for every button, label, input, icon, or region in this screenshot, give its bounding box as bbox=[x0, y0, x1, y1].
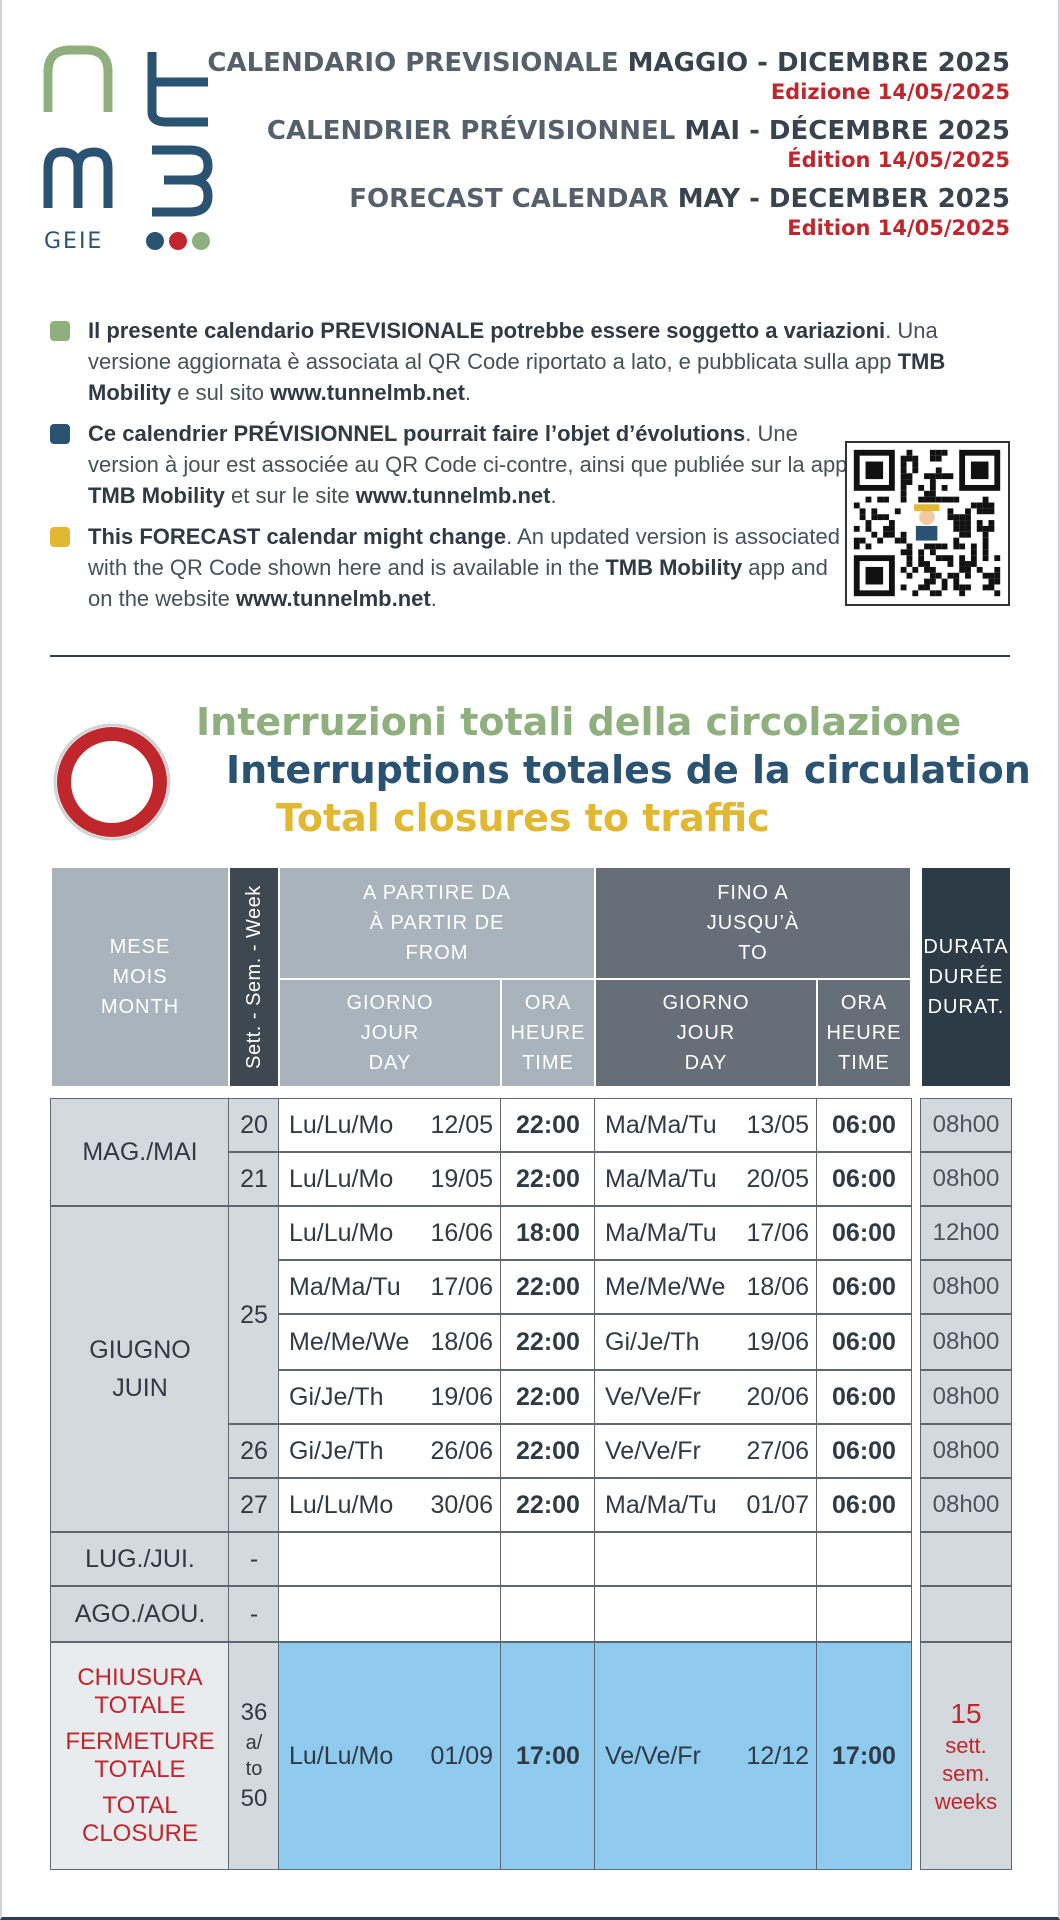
total-closure-from-time: 17:00 bbox=[500, 1642, 596, 1870]
month-cell-may: MAG./MAI bbox=[50, 1098, 230, 1206]
from-day-cell: Lu/Lu/Mo 19/05 bbox=[278, 1152, 502, 1206]
total-closure-from-day: Lu/Lu/Mo 01/09 bbox=[278, 1642, 502, 1870]
empty-cell bbox=[500, 1532, 596, 1586]
from-time-cell: 22:00 bbox=[500, 1424, 596, 1478]
total-closure-to-time: 17:00 bbox=[816, 1642, 912, 1870]
section-title-fr: Interruptions totales de la circulation bbox=[226, 748, 1031, 792]
divider bbox=[50, 655, 1010, 657]
week-cell: - bbox=[228, 1532, 280, 1586]
edition-en: Edition 14/05/2025 bbox=[787, 216, 1010, 240]
to-day-cell: Ma/Ma/Tu 17/06 bbox=[594, 1206, 818, 1260]
to-time-cell: 06:00 bbox=[816, 1370, 912, 1424]
from-time-cell: 18:00 bbox=[500, 1206, 596, 1260]
to-day-cell: Ma/Ma/Tu 01/07 bbox=[594, 1478, 818, 1532]
from-time-cell: 22:00 bbox=[500, 1260, 596, 1314]
edition-fr: Édition 14/05/2025 bbox=[787, 148, 1010, 172]
to-day-cell: Gi/Je/Th 19/06 bbox=[594, 1314, 818, 1370]
from-day-cell: Gi/Je/Th 26/06 bbox=[278, 1424, 502, 1478]
title-en: FORECAST CALENDAR MAY - DECEMBER 2025 bbox=[349, 184, 1010, 214]
week-cell: 26 bbox=[228, 1424, 280, 1478]
from-day-cell: Ma/Ma/Tu 17/06 bbox=[278, 1260, 502, 1314]
header-month: MESE MOIS MONTH bbox=[50, 866, 230, 1088]
duration-cell: 08h00 bbox=[920, 1314, 1012, 1370]
edition-it: Edizione 14/05/2025 bbox=[770, 80, 1010, 104]
total-closure-duration: 15 sett. sem. weeks bbox=[920, 1642, 1012, 1870]
total-closure-weeks: 36 a/ to 50 bbox=[228, 1642, 280, 1870]
duration-cell: 08h00 bbox=[920, 1098, 1012, 1152]
header-to: FINO A JUSQU’À TO bbox=[594, 866, 912, 980]
from-time-cell: 22:00 bbox=[500, 1098, 596, 1152]
bullet-square-icon bbox=[50, 527, 70, 547]
website-link[interactable]: www.tunnelmb.net bbox=[235, 586, 431, 611]
from-time-cell: 22:00 bbox=[500, 1370, 596, 1424]
duration-cell: 08h00 bbox=[920, 1424, 1012, 1478]
month-cell-july: LUG./JUI. bbox=[50, 1532, 230, 1586]
notice-it: Il presente calendario PREVISIONALE potrebbe essere soggetto a variazioni. Una versione aggiornata è associata al QR Code riportato a lato, e pubblicata sulla app TMB Mobility e sul sito www.tunnelmb.net. bbox=[50, 315, 1010, 408]
empty-cell bbox=[594, 1532, 818, 1586]
duration-cell: 12h00 bbox=[920, 1206, 1012, 1260]
header-week: Sett. - Sem. - Week bbox=[228, 866, 280, 1088]
week-cell: 20 bbox=[228, 1098, 280, 1152]
from-day-cell: Gi/Je/Th 19/06 bbox=[278, 1370, 502, 1424]
header-from-day: GIORNO JOUR DAY bbox=[278, 978, 502, 1088]
week-cell: - bbox=[228, 1586, 280, 1642]
duration-cell: 08h00 bbox=[920, 1152, 1012, 1206]
to-time-cell: 06:00 bbox=[816, 1424, 912, 1478]
to-time-cell: 06:00 bbox=[816, 1478, 912, 1532]
header-to-time: ORA HEURE TIME bbox=[816, 978, 912, 1088]
week-cell: 21 bbox=[228, 1152, 280, 1206]
header-to-day: GIORNO JOUR DAY bbox=[594, 978, 818, 1088]
from-time-cell: 22:00 bbox=[500, 1152, 596, 1206]
to-time-cell: 06:00 bbox=[816, 1098, 912, 1152]
to-day-cell: Ma/Ma/Tu 20/05 bbox=[594, 1152, 818, 1206]
to-time-cell: 06:00 bbox=[816, 1260, 912, 1314]
header-from: A PARTIRE DA À PARTIR DE FROM bbox=[278, 866, 596, 980]
from-day-cell: Lu/Lu/Mo 16/06 bbox=[278, 1206, 502, 1260]
notice-en: This FORECAST calendar might change. An updated version is associated with the QR Code shown here and is available in the TMB Mobility app and on the website www.tunnelmb.net. bbox=[50, 521, 1010, 614]
empty-cell bbox=[594, 1586, 818, 1642]
svg-text:GEIE: GEIE bbox=[44, 229, 104, 254]
ntmb-logo bbox=[40, 40, 220, 260]
total-closure-to-day: Ve/Ve/Fr 12/12 bbox=[594, 1642, 818, 1870]
empty-cell bbox=[500, 1586, 596, 1642]
to-day-cell: Me/Me/We 18/06 bbox=[594, 1260, 818, 1314]
empty-cell bbox=[920, 1532, 1012, 1586]
empty-cell bbox=[816, 1532, 912, 1586]
month-cell-august: AGO./AOU. bbox=[50, 1586, 230, 1642]
duration-cell: 08h00 bbox=[920, 1370, 1012, 1424]
section-title-en: Total closures to traffic bbox=[276, 796, 770, 840]
empty-cell bbox=[816, 1586, 912, 1642]
section-title-it: Interruzioni totali della circolazione bbox=[196, 700, 962, 744]
from-day-cell: Lu/Lu/Mo 12/05 bbox=[278, 1098, 502, 1152]
empty-cell bbox=[920, 1586, 1012, 1642]
total-closure-label: CHIUSURA TOTALE FERMETURE TOTALE TOTAL CLOSURE bbox=[50, 1642, 230, 1870]
website-link[interactable]: www.tunnelmb.net bbox=[355, 483, 551, 508]
header-titles bbox=[207, 48, 1010, 252]
bullet-square-icon bbox=[50, 424, 70, 444]
title-it: CALENDARIO PREVISIONALE MAGGIO - DICEMBRE 2025 bbox=[207, 48, 1010, 78]
empty-cell bbox=[278, 1586, 502, 1642]
from-time-cell: 22:00 bbox=[500, 1478, 596, 1532]
header-duration: DURATA DURÉE DURAT. bbox=[920, 866, 1012, 1088]
website-link[interactable]: www.tunnelmb.net bbox=[270, 380, 465, 405]
from-day-cell: Lu/Lu/Mo 30/06 bbox=[278, 1478, 502, 1532]
week-cell: 27 bbox=[228, 1478, 280, 1532]
from-day-cell: Me/Me/We 18/06 bbox=[278, 1314, 502, 1370]
title-fr: CALENDRIER PRÉVISIONNEL MAI - DÉCEMBRE 2025 bbox=[266, 116, 1010, 146]
to-time-cell: 06:00 bbox=[816, 1152, 912, 1206]
to-day-cell: Ma/Ma/Tu 13/05 bbox=[594, 1098, 818, 1152]
month-cell-june: GIUGNO JUIN bbox=[50, 1206, 230, 1532]
duration-cell: 08h00 bbox=[920, 1478, 1012, 1532]
no-vehicles-sign-icon bbox=[52, 722, 172, 842]
from-time-cell: 22:00 bbox=[500, 1314, 596, 1370]
notice-fr: Ce calendrier PRÉVISIONNEL pourrait faire l’objet d’évolutions. Une version à jour est associée au QR Code ci-contre, ainsi que publiée sur la app TMB Mobility et sur le site www.tunnelmb.net. bbox=[50, 418, 1010, 511]
empty-cell bbox=[278, 1532, 502, 1586]
bullet-square-icon bbox=[50, 321, 70, 341]
duration-cell: 08h00 bbox=[920, 1260, 1012, 1314]
header-from-time: ORA HEURE TIME bbox=[500, 978, 596, 1088]
week-cell: 25 bbox=[228, 1206, 280, 1424]
to-time-cell: 06:00 bbox=[816, 1206, 912, 1260]
to-day-cell: Ve/Ve/Fr 20/06 bbox=[594, 1370, 818, 1424]
to-time-cell: 06:00 bbox=[816, 1314, 912, 1370]
to-day-cell: Ve/Ve/Fr 27/06 bbox=[594, 1424, 818, 1478]
qr-code-icon[interactable] bbox=[845, 441, 1010, 606]
